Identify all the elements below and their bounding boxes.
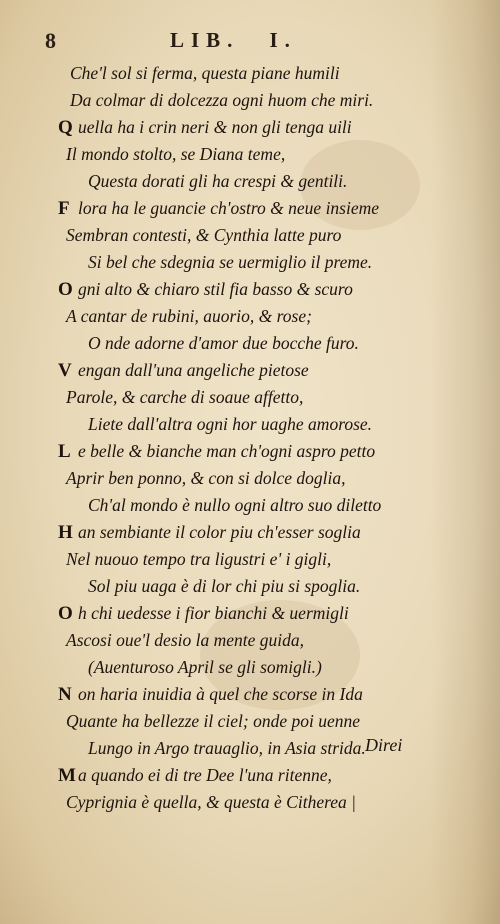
verse-line-text: h chi uedesse i fior bianchi & uermigli	[78, 603, 349, 623]
verse-line	[58, 384, 478, 411]
verse-line	[58, 60, 478, 87]
verse-line-text: Quante ha bellezze il ciel; onde poi uenne	[66, 711, 361, 731]
verse-line	[58, 249, 478, 276]
verse-line-text: Sol piu uaga è di lor chi piu si spoglia.	[88, 576, 361, 596]
running-head	[170, 28, 327, 53]
verse-line-text: gni alto & chiaro stil fia basso & scuro	[78, 279, 353, 299]
verse-line-text: Ascosi oue'l desio la mente guida,	[66, 630, 305, 650]
verse-line-text: Liete dall'altra ogni hor uaghe amorose.	[88, 414, 373, 434]
running-head-number: I.	[269, 28, 297, 52]
verse-initial: O	[58, 279, 73, 300]
verse-initial: L	[58, 441, 71, 462]
verse-line	[58, 762, 478, 789]
verse-line-text: Aprir ben ponno, & con si dolce doglia,	[66, 468, 346, 488]
verse-line-text: engan dall'una angeliche pietose	[78, 360, 309, 380]
verse-line-text: Si bel che sdegnia se uermiglio il preme.	[88, 252, 373, 272]
verse-line	[58, 573, 478, 600]
verse-line	[58, 438, 478, 465]
poem-text	[58, 60, 478, 816]
verse-initial: N	[58, 684, 72, 705]
verse-line-text: lora ha le guancie ch'ostro & neue insieme	[78, 198, 380, 218]
verse-line-text: on haria inuidia à quel che scorse in Ida	[78, 684, 363, 704]
verse-line-text: an sembiante il color piu ch'esser soglia	[78, 522, 361, 542]
verse-line-text: (Auenturoso April se gli somigli.)	[88, 657, 322, 677]
verse-line-text: Da colmar di dolcezza ogni huom che miri.	[70, 90, 374, 110]
verse-line-text: a quando ei di tre Dee l'una ritenne,	[78, 765, 332, 785]
verse-line-text: Questa dorati gli ha crespi & gentili.	[88, 171, 348, 191]
verse-initial: V	[58, 360, 72, 381]
verse-line	[58, 735, 478, 762]
verse-line	[58, 87, 478, 114]
catchword: Direi	[365, 735, 403, 755]
verse-initial: O	[58, 603, 73, 624]
verse-line-text: O nde adorne d'amor due bocche furo.	[88, 333, 359, 353]
verse-line-text: Parole, & carche di soaue affetto,	[66, 387, 304, 407]
verse-line	[58, 681, 478, 708]
verse-line	[58, 222, 478, 249]
verse-initial: M	[58, 765, 76, 786]
verse-line	[58, 465, 478, 492]
verse-line-text: uella ha i crin neri & non gli tenga uili	[78, 117, 352, 137]
verse-initial: Q	[58, 117, 73, 138]
verse-line-text: Nel nuouo tempo tra ligustri e' i gigli,	[66, 549, 332, 569]
verse-line	[58, 330, 478, 357]
page-number: 8	[45, 28, 56, 53]
verse-initial: H	[58, 522, 73, 543]
page-header	[0, 28, 500, 54]
verse-line	[58, 114, 478, 141]
verse-line	[58, 789, 478, 816]
verse-line	[58, 519, 478, 546]
verse-line	[58, 357, 478, 384]
verse-line-text: Il mondo stolto, se Diana teme,	[66, 144, 286, 164]
verse-line	[58, 492, 478, 519]
verse-line	[58, 654, 478, 681]
running-head-book: LIB.	[170, 28, 240, 52]
verse-line	[58, 627, 478, 654]
verse-line-text: Che'l sol si ferma, questa piane humili	[70, 63, 340, 83]
verse-line-text: Lungo in Argo trauaglio, in Asia strida.	[88, 738, 366, 758]
verse-line	[58, 141, 478, 168]
verse-line-text: Cyprignia è quella, & questa è Citherea |	[66, 792, 356, 812]
verse-line	[58, 276, 478, 303]
verse-line-text: A cantar de rubini, auorio, & rose;	[66, 306, 312, 326]
verse-line	[58, 708, 478, 735]
verse-line	[58, 168, 478, 195]
verse-line	[58, 411, 478, 438]
verse-line-text: e belle & bianche man ch'ogni aspro petto	[78, 441, 376, 461]
verse-line-text: Ch'al mondo è nullo ogni altro suo diletto	[88, 495, 382, 515]
verse-initial: F	[58, 198, 70, 219]
verse-line	[58, 195, 478, 222]
verse-line	[58, 546, 478, 573]
verse-line	[58, 600, 478, 627]
verse-line	[58, 303, 478, 330]
verse-line-text: Sembran contesti, & Cynthia latte puro	[66, 225, 342, 245]
